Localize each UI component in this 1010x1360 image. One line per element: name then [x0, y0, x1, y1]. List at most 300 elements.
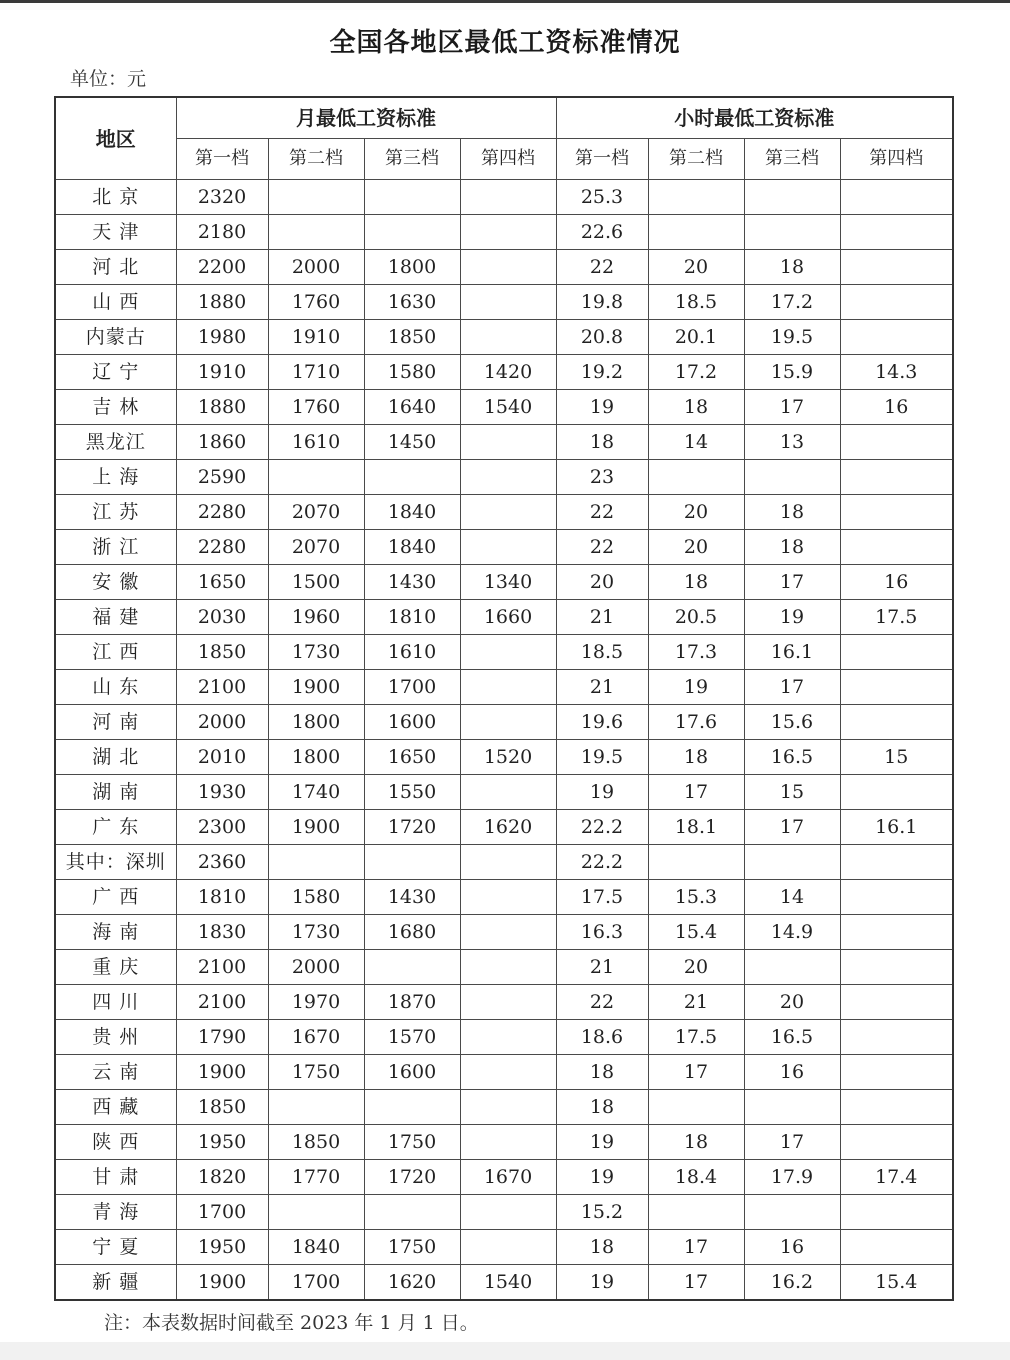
monthly-tier-3-cell: 1650: [364, 740, 460, 775]
hourly-tier-4-cell: [840, 495, 953, 530]
monthly-tier-2-cell: 1710: [268, 355, 364, 390]
hourly-tier-1-cell: 17.5: [556, 880, 648, 915]
monthly-tier-3-cell: 1570: [364, 1020, 460, 1055]
hourly-tier-3-cell: 15: [744, 775, 840, 810]
region-cell: 陕 西: [55, 1125, 176, 1160]
monthly-tier-2-cell: 1700: [268, 1265, 364, 1301]
bottom-band: [0, 1342, 1010, 1360]
monthly-tier-1-cell: 2180: [176, 215, 268, 250]
hourly-tier-1-cell: 20.8: [556, 320, 648, 355]
hourly-tier-2-cell: 21: [648, 985, 744, 1020]
hourly-tier-2-cell: [648, 845, 744, 880]
hourly-tier-4-cell: [840, 530, 953, 565]
monthly-tier-1-cell: 1980: [176, 320, 268, 355]
hourly-tier-4-cell: [840, 670, 953, 705]
monthly-tier-2-cell: 1760: [268, 390, 364, 425]
table-row: [55, 250, 953, 285]
hourly-tier-2-cell: 15.3: [648, 880, 744, 915]
hourly-tier-1-cell: 18: [556, 1055, 648, 1090]
hourly-tier-2-cell: 17.2: [648, 355, 744, 390]
monthly-tier-3-cell: [364, 1195, 460, 1230]
monthly-tier-3-cell: 1430: [364, 565, 460, 600]
region-cell: 山 西: [55, 285, 176, 320]
monthly-tier-2-header: 第二档: [268, 139, 364, 180]
monthly-tier-1-cell: 2200: [176, 250, 268, 285]
table-row: [55, 740, 953, 775]
hourly-tier-1-cell: 21: [556, 950, 648, 985]
hourly-tier-2-cell: [648, 460, 744, 495]
hourly-tier-2-cell: 18: [648, 390, 744, 425]
region-cell: 吉 林: [55, 390, 176, 425]
table-row: [55, 775, 953, 810]
hourly-tier-2-cell: 17: [648, 1055, 744, 1090]
table-row: [55, 880, 953, 915]
monthly-tier-1-cell: 2000: [176, 705, 268, 740]
monthly-tier-3-cell: 1750: [364, 1125, 460, 1160]
monthly-tier-1-cell: 1950: [176, 1125, 268, 1160]
monthly-tier-2-cell: 1850: [268, 1125, 364, 1160]
region-cell: 新 疆: [55, 1265, 176, 1301]
hourly-tier-1-cell: 20: [556, 565, 648, 600]
monthly-tier-3-cell: 1450: [364, 425, 460, 460]
monthly-tier-1-cell: 1910: [176, 355, 268, 390]
hourly-tier-2-cell: 17.5: [648, 1020, 744, 1055]
region-cell: 天 津: [55, 215, 176, 250]
monthly-tier-4-cell: [460, 1055, 556, 1090]
hourly-tier-2-cell: 17: [648, 1230, 744, 1265]
monthly-tier-3-cell: 1850: [364, 320, 460, 355]
monthly-tier-2-cell: 1750: [268, 1055, 364, 1090]
monthly-tier-2-cell: [268, 1195, 364, 1230]
region-cell: 上 海: [55, 460, 176, 495]
monthly-tier-1-cell: 1830: [176, 915, 268, 950]
hourly-tier-2-cell: [648, 1090, 744, 1125]
region-cell: 福 建: [55, 600, 176, 635]
region-cell: 湖 南: [55, 775, 176, 810]
region-cell: 海 南: [55, 915, 176, 950]
monthly-tier-3-cell: 1610: [364, 635, 460, 670]
hourly-tier-3-cell: 18: [744, 530, 840, 565]
hourly-tier-1-cell: 19: [556, 1265, 648, 1301]
monthly-tier-4-cell: [460, 180, 556, 215]
hourly-tier-3-cell: 16.5: [744, 740, 840, 775]
monthly-tier-4-cell: [460, 460, 556, 495]
monthly-tier-4-cell: 1660: [460, 600, 556, 635]
hourly-tier-2-cell: 20.5: [648, 600, 744, 635]
hourly-tier-4-cell: 16.1: [840, 810, 953, 845]
hourly-tier-4-cell: [840, 705, 953, 740]
hourly-tier-4-cell: [840, 845, 953, 880]
region-cell: 青 海: [55, 1195, 176, 1230]
monthly-tier-3-cell: [364, 950, 460, 985]
monthly-tier-4-cell: [460, 635, 556, 670]
monthly-tier-4-cell: [460, 250, 556, 285]
monthly-tier-2-cell: 1840: [268, 1230, 364, 1265]
hourly-tier-1-cell: 22.2: [556, 845, 648, 880]
monthly-tier-4-cell: [460, 915, 556, 950]
table-row: [55, 530, 953, 565]
hourly-tier-4-cell: 17.5: [840, 600, 953, 635]
monthly-tier-4-cell: [460, 530, 556, 565]
monthly-tier-3-cell: 1720: [364, 810, 460, 845]
monthly-tier-3-cell: [364, 215, 460, 250]
hourly-tier-2-cell: 17: [648, 775, 744, 810]
region-cell: 安 徽: [55, 565, 176, 600]
monthly-tier-4-cell: [460, 320, 556, 355]
hourly-tier-3-cell: [744, 180, 840, 215]
monthly-tier-3-cell: [364, 1090, 460, 1125]
region-cell: 重 庆: [55, 950, 176, 985]
region-cell: 河 北: [55, 250, 176, 285]
region-cell: 甘 肃: [55, 1160, 176, 1195]
unit-label: 单位：元: [70, 68, 147, 90]
region-cell: 江 西: [55, 635, 176, 670]
monthly-tier-3-cell: 1550: [364, 775, 460, 810]
monthly-tier-2-cell: 1900: [268, 810, 364, 845]
document-title: 全国各地区最低工资标准情况: [329, 28, 681, 58]
hourly-tier-1-cell: 19: [556, 390, 648, 425]
monthly-tier-2-cell: 1610: [268, 425, 364, 460]
hourly-tier-2-header: 第二档: [648, 139, 744, 180]
hourly-tier-4-cell: [840, 915, 953, 950]
monthly-tier-1-cell: 2280: [176, 495, 268, 530]
monthly-tier-2-cell: 1500: [268, 565, 364, 600]
monthly-tier-4-cell: 1420: [460, 355, 556, 390]
table-row: [55, 1230, 953, 1265]
monthly-tier-4-cell: [460, 1230, 556, 1265]
hourly-tier-3-cell: 17: [744, 810, 840, 845]
hourly-tier-4-cell: 17.4: [840, 1160, 953, 1195]
table-row: [55, 355, 953, 390]
monthly-tier-2-cell: 1580: [268, 880, 364, 915]
hourly-tier-3-cell: 16: [744, 1230, 840, 1265]
hourly-tier-3-cell: [744, 215, 840, 250]
hourly-tier-4-cell: 16: [840, 565, 953, 600]
monthly-tier-4-cell: [460, 985, 556, 1020]
region-cell: 黑龙江: [55, 425, 176, 460]
hourly-tier-1-cell: 19.8: [556, 285, 648, 320]
hourly-tier-4-cell: [840, 425, 953, 460]
hourly-tier-2-cell: 14: [648, 425, 744, 460]
monthly-tier-3-cell: 1840: [364, 495, 460, 530]
monthly-tier-3-cell: 1600: [364, 705, 460, 740]
monthly-tier-2-cell: 2070: [268, 530, 364, 565]
monthly-tier-3-cell: 1720: [364, 1160, 460, 1195]
hourly-tier-2-cell: 18: [648, 1125, 744, 1160]
hourly-tier-4-cell: [840, 985, 953, 1020]
table-row: [55, 670, 953, 705]
hourly-tier-4-cell: [840, 250, 953, 285]
minimum-wage-table: [54, 96, 954, 1301]
monthly-tier-4-header: 第四档: [460, 139, 556, 180]
table-row: [55, 635, 953, 670]
monthly-tier-4-cell: [460, 425, 556, 460]
monthly-tier-3-cell: 1750: [364, 1230, 460, 1265]
hourly-tier-4-cell: [840, 1195, 953, 1230]
monthly-tier-3-cell: 1580: [364, 355, 460, 390]
hourly-tier-1-cell: 25.3: [556, 180, 648, 215]
monthly-tier-3-cell: [364, 180, 460, 215]
hourly-tier-1-cell: 19: [556, 1160, 648, 1195]
monthly-tier-1-cell: 1860: [176, 425, 268, 460]
hourly-tier-4-cell: [840, 285, 953, 320]
monthly-tier-1-cell: 1950: [176, 1230, 268, 1265]
monthly-tier-2-cell: [268, 1090, 364, 1125]
hourly-tier-4-cell: [840, 950, 953, 985]
monthly-tier-2-cell: 1730: [268, 915, 364, 950]
monthly-tier-4-cell: 1540: [460, 390, 556, 425]
hourly-tier-4-cell: 15.4: [840, 1265, 953, 1301]
hourly-tier-4-cell: [840, 635, 953, 670]
table-row: [55, 600, 953, 635]
table-row: [55, 460, 953, 495]
monthly-tier-2-cell: 1730: [268, 635, 364, 670]
monthly-tier-1-cell: 1900: [176, 1055, 268, 1090]
table-row: [55, 915, 953, 950]
region-cell: 贵 州: [55, 1020, 176, 1055]
hourly-tier-2-cell: 18.1: [648, 810, 744, 845]
hourly-tier-4-cell: [840, 215, 953, 250]
table-row: [55, 180, 953, 215]
hourly-tier-4-cell: 16: [840, 390, 953, 425]
region-cell: 辽 宁: [55, 355, 176, 390]
monthly-tier-3-cell: 1810: [364, 600, 460, 635]
hourly-tier-3-cell: 17: [744, 390, 840, 425]
hourly-tier-1-cell: 22.2: [556, 810, 648, 845]
hourly-tier-2-cell: 18.5: [648, 285, 744, 320]
region-cell: 广 西: [55, 880, 176, 915]
hourly-tier-3-cell: 17.2: [744, 285, 840, 320]
monthly-tier-2-cell: [268, 845, 364, 880]
monthly-tier-2-cell: 1960: [268, 600, 364, 635]
monthly-tier-4-cell: 1540: [460, 1265, 556, 1301]
hourly-tier-2-cell: [648, 215, 744, 250]
hourly-tier-1-cell: 15.2: [556, 1195, 648, 1230]
monthly-tier-2-cell: [268, 215, 364, 250]
hourly-tier-3-cell: 20: [744, 985, 840, 1020]
monthly-group-header: 月最低工资标准: [176, 97, 556, 139]
hourly-tier-4-cell: [840, 880, 953, 915]
table-row: [55, 705, 953, 740]
hourly-tier-3-cell: 18: [744, 250, 840, 285]
hourly-tier-1-cell: 18: [556, 1230, 648, 1265]
monthly-tier-3-cell: 1630: [364, 285, 460, 320]
hourly-tier-1-cell: 16.3: [556, 915, 648, 950]
monthly-tier-1-cell: 2100: [176, 950, 268, 985]
table-row: [55, 1055, 953, 1090]
monthly-tier-1-cell: 1900: [176, 1265, 268, 1301]
hourly-tier-3-cell: 16.2: [744, 1265, 840, 1301]
hourly-tier-4-cell: [840, 1020, 953, 1055]
hourly-tier-3-cell: 19.5: [744, 320, 840, 355]
monthly-tier-4-cell: [460, 215, 556, 250]
hourly-tier-2-cell: 20: [648, 250, 744, 285]
table-row: [55, 1020, 953, 1055]
hourly-tier-2-cell: 18.4: [648, 1160, 744, 1195]
hourly-tier-1-header: 第一档: [556, 139, 648, 180]
table-row: [55, 495, 953, 530]
monthly-tier-3-cell: 1840: [364, 530, 460, 565]
region-cell: 浙 江: [55, 530, 176, 565]
table-row: [55, 810, 953, 845]
monthly-tier-3-cell: 1620: [364, 1265, 460, 1301]
hourly-tier-4-cell: 15: [840, 740, 953, 775]
monthly-tier-2-cell: 1740: [268, 775, 364, 810]
monthly-tier-4-cell: [460, 1020, 556, 1055]
monthly-tier-1-cell: 1700: [176, 1195, 268, 1230]
table-body: [55, 180, 953, 1301]
monthly-tier-2-cell: [268, 180, 364, 215]
table-row: [55, 320, 953, 355]
hourly-tier-1-cell: 22: [556, 530, 648, 565]
monthly-tier-2-cell: 1900: [268, 670, 364, 705]
monthly-tier-2-cell: 1800: [268, 705, 364, 740]
table-row: [55, 1090, 953, 1125]
region-cell: 其中：深圳: [55, 845, 176, 880]
monthly-tier-1-cell: 2030: [176, 600, 268, 635]
hourly-tier-4-cell: [840, 180, 953, 215]
monthly-tier-1-cell: 1850: [176, 635, 268, 670]
hourly-tier-2-cell: 20: [648, 495, 744, 530]
hourly-tier-4-cell: [840, 1230, 953, 1265]
monthly-tier-3-cell: 1870: [364, 985, 460, 1020]
hourly-tier-1-cell: 23: [556, 460, 648, 495]
header-row-groups: [55, 97, 953, 139]
hourly-tier-4-cell: [840, 1125, 953, 1160]
monthly-tier-1-cell: 1880: [176, 285, 268, 320]
table-row: [55, 1265, 953, 1301]
hourly-tier-4-cell: [840, 460, 953, 495]
hourly-tier-1-cell: 21: [556, 600, 648, 635]
monthly-tier-3-cell: 1600: [364, 1055, 460, 1090]
monthly-tier-4-cell: [460, 670, 556, 705]
region-cell: 内蒙古: [55, 320, 176, 355]
monthly-tier-1-cell: 1790: [176, 1020, 268, 1055]
monthly-tier-3-cell: 1430: [364, 880, 460, 915]
table-row: [55, 845, 953, 880]
hourly-tier-3-cell: 15.9: [744, 355, 840, 390]
hourly-tier-2-cell: 20: [648, 530, 744, 565]
monthly-tier-1-cell: 2010: [176, 740, 268, 775]
monthly-tier-2-cell: 1760: [268, 285, 364, 320]
region-cell: 西 藏: [55, 1090, 176, 1125]
hourly-tier-1-cell: 22.6: [556, 215, 648, 250]
monthly-tier-2-cell: 1770: [268, 1160, 364, 1195]
monthly-tier-4-cell: [460, 285, 556, 320]
hourly-tier-1-cell: 21: [556, 670, 648, 705]
hourly-tier-2-cell: [648, 180, 744, 215]
hourly-tier-3-cell: 17: [744, 670, 840, 705]
monthly-tier-4-cell: [460, 1125, 556, 1160]
monthly-tier-1-cell: 2320: [176, 180, 268, 215]
monthly-tier-3-cell: 1680: [364, 915, 460, 950]
monthly-tier-1-cell: 2300: [176, 810, 268, 845]
hourly-tier-1-cell: 19.2: [556, 355, 648, 390]
monthly-tier-4-cell: 1620: [460, 810, 556, 845]
monthly-tier-2-cell: 1970: [268, 985, 364, 1020]
monthly-tier-4-cell: 1520: [460, 740, 556, 775]
hourly-tier-3-cell: 17: [744, 565, 840, 600]
hourly-tier-2-cell: 19: [648, 670, 744, 705]
hourly-tier-2-cell: 17.3: [648, 635, 744, 670]
hourly-tier-2-cell: 15.4: [648, 915, 744, 950]
table-row: [55, 565, 953, 600]
hourly-tier-3-cell: [744, 950, 840, 985]
hourly-tier-3-cell: 13: [744, 425, 840, 460]
hourly-tier-3-cell: 14: [744, 880, 840, 915]
hourly-tier-3-cell: 16.5: [744, 1020, 840, 1055]
monthly-tier-4-cell: [460, 495, 556, 530]
hourly-tier-3-header: 第三档: [744, 139, 840, 180]
hourly-tier-4-cell: [840, 1090, 953, 1125]
hourly-tier-3-cell: 18: [744, 495, 840, 530]
monthly-tier-2-cell: 2070: [268, 495, 364, 530]
monthly-tier-1-cell: 2280: [176, 530, 268, 565]
monthly-tier-4-cell: [460, 1195, 556, 1230]
monthly-tier-4-cell: [460, 950, 556, 985]
table-row: [55, 215, 953, 250]
hourly-tier-3-cell: 17: [744, 1125, 840, 1160]
region-cell: 广 东: [55, 810, 176, 845]
region-cell: 北 京: [55, 180, 176, 215]
hourly-tier-1-cell: 22: [556, 250, 648, 285]
monthly-tier-4-cell: [460, 1090, 556, 1125]
monthly-tier-1-cell: 1650: [176, 565, 268, 600]
region-cell: 山 东: [55, 670, 176, 705]
monthly-tier-4-cell: 1670: [460, 1160, 556, 1195]
monthly-tier-1-cell: 2360: [176, 845, 268, 880]
table-row: [55, 285, 953, 320]
hourly-tier-3-cell: [744, 1090, 840, 1125]
monthly-tier-2-cell: 1910: [268, 320, 364, 355]
hourly-tier-3-cell: 16: [744, 1055, 840, 1090]
header-row-tiers: [55, 139, 953, 180]
monthly-tier-1-cell: 1930: [176, 775, 268, 810]
hourly-tier-1-cell: 19.5: [556, 740, 648, 775]
monthly-tier-1-cell: 1880: [176, 390, 268, 425]
monthly-tier-1-cell: 2590: [176, 460, 268, 495]
monthly-tier-2-cell: 2000: [268, 950, 364, 985]
region-cell: 四 川: [55, 985, 176, 1020]
monthly-tier-1-header: 第一档: [176, 139, 268, 180]
monthly-tier-4-cell: [460, 775, 556, 810]
hourly-tier-1-cell: 22: [556, 985, 648, 1020]
hourly-tier-4-header: 第四档: [840, 139, 953, 180]
hourly-tier-1-cell: 18: [556, 1090, 648, 1125]
hourly-tier-4-cell: [840, 1055, 953, 1090]
hourly-tier-2-cell: 20: [648, 950, 744, 985]
hourly-tier-2-cell: 20.1: [648, 320, 744, 355]
monthly-tier-3-cell: 1800: [364, 250, 460, 285]
region-cell: 河 南: [55, 705, 176, 740]
hourly-tier-2-cell: 18: [648, 740, 744, 775]
hourly-tier-2-cell: 18: [648, 565, 744, 600]
hourly-tier-2-cell: 17.6: [648, 705, 744, 740]
region-cell: 湖 北: [55, 740, 176, 775]
region-cell: 云 南: [55, 1055, 176, 1090]
monthly-tier-1-cell: 1820: [176, 1160, 268, 1195]
top-edge: [0, 0, 1010, 3]
monthly-tier-2-cell: [268, 460, 364, 495]
monthly-tier-4-cell: [460, 705, 556, 740]
monthly-tier-3-cell: 1640: [364, 390, 460, 425]
monthly-tier-3-cell: [364, 460, 460, 495]
table-row: [55, 1160, 953, 1195]
hourly-tier-1-cell: 19.6: [556, 705, 648, 740]
table-row: [55, 425, 953, 460]
monthly-tier-1-cell: 1810: [176, 880, 268, 915]
monthly-tier-4-cell: 1340: [460, 565, 556, 600]
